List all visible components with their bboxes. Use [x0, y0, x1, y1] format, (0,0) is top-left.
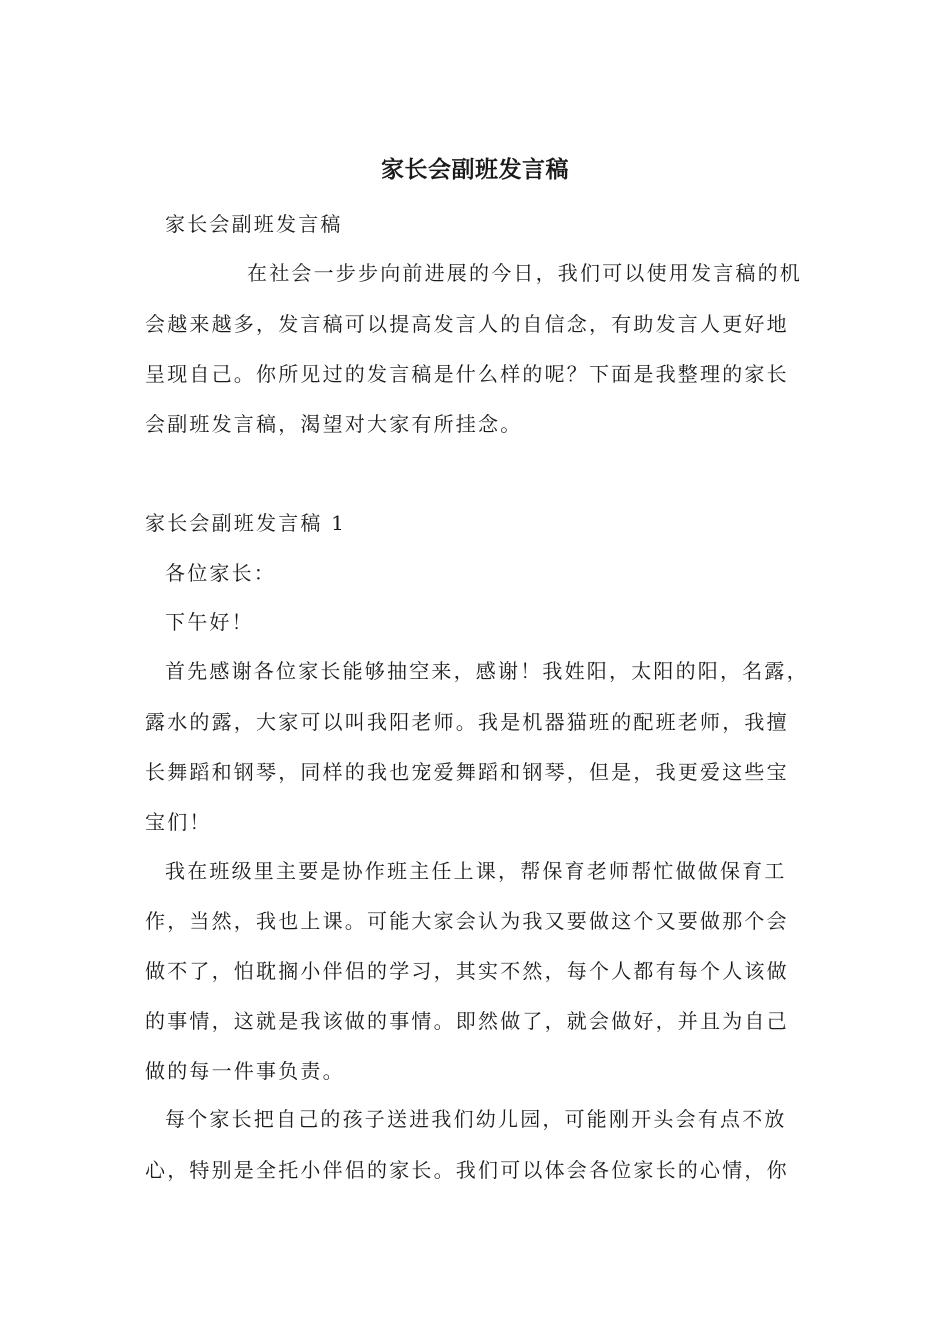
- intro-line-4: 会副班发言稿，渴望对大家有所挂念。: [145, 412, 523, 436]
- para3-line-2: 心，特别是全托小伴侣的家长。我们可以体会各位家长的心情，你: [145, 1158, 789, 1182]
- intro-line-3: 呈现自己。你所见过的发言稿是什么样的呢？下面是我整理的家长: [145, 362, 789, 386]
- para2-line-3: 做不了，怕耽搁小伴侣的学习，其实不然，每个人都有每个人该做: [145, 959, 789, 983]
- para1-line-3: 长舞蹈和钢琴，同样的我也宠爱舞蹈和钢琴，但是，我更爱这些宝: [145, 760, 789, 784]
- para3-line-1: 每个家长把自己的孩子送进我们幼儿园，可能刚开头会有点不放: [165, 1107, 787, 1131]
- document-title: 家长会副班发言稿: [381, 157, 569, 183]
- intro-line-1: 在社会一步步向前进展的今日，我们可以使用发言稿的机: [247, 261, 802, 285]
- section-heading: 家长会副班发言稿 1: [145, 511, 347, 535]
- para2-line-2: 作，当然，我也上课。可能大家会认为我又要做这个又要做那个会: [145, 909, 789, 933]
- para2-line-1: 我在班级里主要是协作班主任上课，帮保育老师帮忙做做保育工: [165, 859, 787, 883]
- greeting: 下午好！: [165, 610, 254, 634]
- salutation: 各位家长：: [165, 561, 276, 585]
- para2-line-5: 做的每一件事负责。: [145, 1059, 345, 1083]
- para1-line-2: 露水的露，大家可以叫我阳老师。我是机器猫班的配班老师，我擅: [145, 710, 789, 734]
- intro-line-2: 会越来越多，发言稿可以提高发言人的自信念，有助发言人更好地: [145, 312, 789, 336]
- para2-line-4: 的事情，这就是我该做的事情。即然做了，就会做好，并且为自己: [145, 1009, 789, 1033]
- para1-line-4: 宝们！: [145, 810, 212, 834]
- para1-line-1: 首先感谢各位家长能够抽空来，感谢！我姓阳，太阳的阳，名露，: [165, 659, 809, 683]
- subtitle-line: 家长会副班发言稿: [165, 212, 343, 236]
